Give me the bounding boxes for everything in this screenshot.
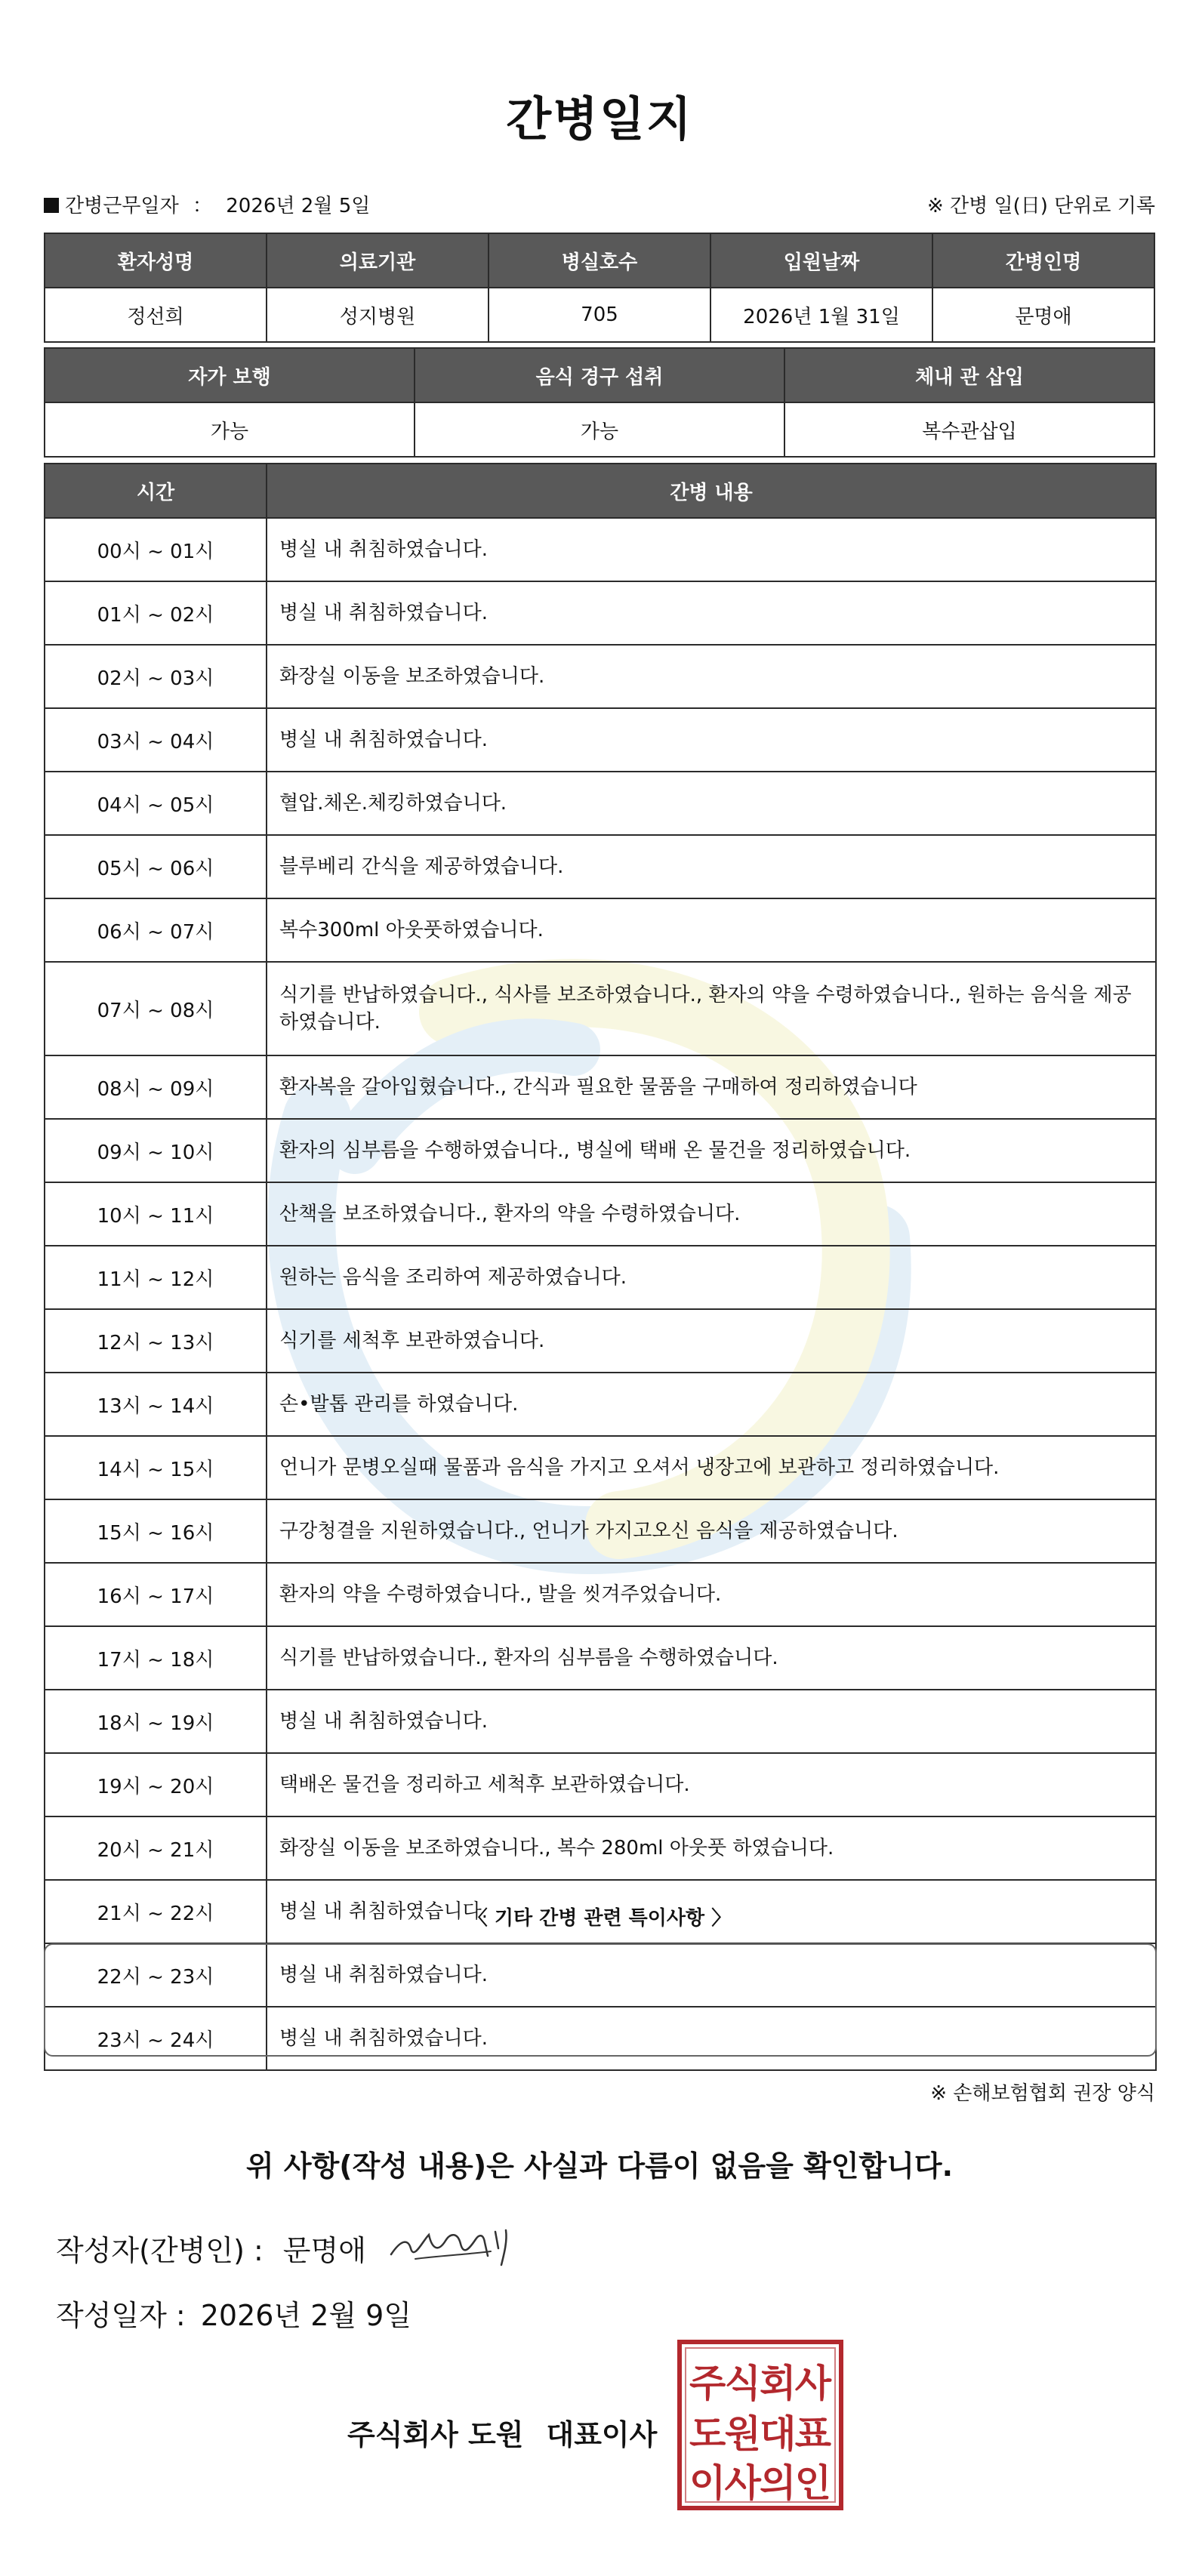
- written-date-line: [56, 2292, 411, 2334]
- content-cell: 병실 내 취침하였습니다.: [267, 708, 1156, 772]
- time-cell: 14시 ~ 15시: [45, 1436, 267, 1499]
- work-date-label: 간병근무일자: [65, 195, 179, 217]
- work-date-value: 2026년 2월 5일: [226, 195, 371, 217]
- content-cell: 환자복을 갈아입혔습니다., 간식과 필요한 물품을 구매하여 정리하였습니다: [267, 1055, 1156, 1119]
- time-cell: 22시 ~ 23시: [45, 1943, 267, 2007]
- tube-insertion-value: 복수관삽입: [784, 402, 1154, 457]
- time-cell: 08시 ~ 09시: [45, 1055, 267, 1119]
- table-row: [45, 898, 1156, 962]
- time-cell: 20시 ~ 21시: [45, 1816, 267, 1880]
- time-cell: 02시 ~ 03시: [45, 645, 267, 708]
- table-row: [45, 1690, 1156, 1753]
- written-date-label: 작성일자 :: [56, 2299, 186, 2332]
- svg-text:도원대표: 도원대표: [689, 2412, 831, 2456]
- hospital-name: 성지병원: [267, 288, 489, 342]
- content-cell: 병실 내 취침하였습니다.: [267, 2007, 1156, 2070]
- time-cell: 13시 ~ 14시: [45, 1373, 267, 1436]
- header-care-content: 간병 내용: [267, 464, 1156, 518]
- table-row: [45, 1499, 1156, 1563]
- table-row: [45, 518, 1156, 581]
- content-cell: 복수300ml 아웃풋하였습니다.: [267, 898, 1156, 962]
- time-cell: 01시 ~ 02시: [45, 581, 267, 645]
- company-seal-stamp: [677, 2339, 844, 2511]
- header-oral-intake: 음식 경구 섭취: [415, 348, 784, 402]
- table-row: [45, 1436, 1156, 1499]
- header-self-walking: 자가 보행: [45, 348, 415, 402]
- time-cell: 11시 ~ 12시: [45, 1246, 267, 1309]
- content-cell: 식기를 반납하였습니다., 환자의 심부름을 수행하였습니다.: [267, 1626, 1156, 1690]
- patient-info-table: [44, 233, 1155, 343]
- header-room-number: 병실호수: [489, 233, 710, 288]
- content-cell: 병실 내 취침하였습니다.: [267, 1880, 1156, 1943]
- table-row: [45, 962, 1156, 1055]
- table-row: [45, 1182, 1156, 1246]
- patient-name: 정선희: [45, 288, 267, 342]
- time-cell: 23시 ~ 24시: [45, 2007, 267, 2070]
- header-admission-date: 입원날짜: [710, 233, 932, 288]
- table-row: [45, 288, 1154, 342]
- content-cell: 구강청결을 지원하였습니다., 언니가 가지고오신 음식을 제공하였습니다.: [267, 1499, 1156, 1563]
- work-date: [44, 190, 370, 218]
- writer-label: 작성자(간병인) :: [56, 2234, 264, 2267]
- table-header-row: [45, 348, 1154, 402]
- content-cell: 식기를 세척후 보관하였습니다.: [267, 1309, 1156, 1373]
- time-cell: 00시 ~ 01시: [45, 518, 267, 581]
- content-cell: 병실 내 취침하였습니다.: [267, 1690, 1156, 1753]
- time-cell: 17시 ~ 18시: [45, 1626, 267, 1690]
- table-header-row: [45, 464, 1156, 518]
- content-cell: 혈압.체온.체킹하였습니다.: [267, 772, 1156, 835]
- time-cell: 09시 ~ 10시: [45, 1119, 267, 1182]
- self-walking-value: 가능: [45, 402, 415, 457]
- content-cell: 병실 내 취침하였습니다.: [267, 581, 1156, 645]
- company-name: 주식회사 도원: [347, 2418, 524, 2451]
- document-title: 간병일지: [506, 91, 693, 146]
- table-row: [45, 1753, 1156, 1816]
- time-cell: 04시 ~ 05시: [45, 772, 267, 835]
- written-date-value: 2026년 2월 9일: [200, 2299, 412, 2332]
- handwritten-signature: [385, 2218, 521, 2271]
- time-cell: 05시 ~ 06시: [45, 835, 267, 898]
- table-row: [45, 1246, 1156, 1309]
- table-row: [45, 645, 1156, 708]
- table-row: [45, 1055, 1156, 1119]
- admission-date: 2026년 1월 31일: [710, 288, 932, 342]
- content-cell: 택배온 물건을 정리하고 세척후 보관하였습니다.: [267, 1753, 1156, 1816]
- caregiver-name: 문명애: [932, 288, 1154, 342]
- table-row: [45, 1626, 1156, 1690]
- time-cell: 06시 ~ 07시: [45, 898, 267, 962]
- remarks-box: [44, 1943, 1157, 2057]
- table-row: [45, 772, 1156, 835]
- time-cell: 15시 ~ 16시: [45, 1499, 267, 1563]
- table-row: [45, 1816, 1156, 1880]
- meta-row: [44, 190, 1155, 220]
- oral-intake-value: 가능: [415, 402, 784, 457]
- content-cell: 환자의 심부름을 수행하였습니다., 병실에 택배 온 물건을 정리하였습니다.: [267, 1119, 1156, 1182]
- header-caregiver-name: 간병인명: [932, 233, 1154, 288]
- content-cell: 병실 내 취침하였습니다.: [267, 518, 1156, 581]
- work-date-separator: ：: [192, 195, 212, 217]
- svg-text:이사의인: 이사의인: [689, 2461, 831, 2505]
- time-cell: 10시 ~ 11시: [45, 1182, 267, 1246]
- time-cell: 18시 ~ 19시: [45, 1690, 267, 1753]
- care-log-table: [44, 463, 1157, 2071]
- content-cell: 원하는 음식을 조리하여 제공하였습니다.: [267, 1246, 1156, 1309]
- content-cell: 화장실 이동을 보조하였습니다., 복수 280ml 아웃풋 하였습니다.: [267, 1816, 1156, 1880]
- time-cell: 19시 ~ 20시: [45, 1753, 267, 1816]
- content-cell: 산책을 보조하였습니다., 환자의 약을 수령하였습니다.: [267, 1182, 1156, 1246]
- table-row: [45, 1563, 1156, 1626]
- header-time: 시간: [45, 464, 267, 518]
- header-hospital: 의료기관: [267, 233, 489, 288]
- writer-line: [56, 2227, 366, 2269]
- time-cell: 07시 ~ 08시: [45, 962, 267, 1055]
- content-cell: 식기를 반납하였습니다., 식사를 보조하였습니다., 환자의 약을 수령하였습니다., 원하는 음식을 제공하였습니다.: [267, 962, 1156, 1055]
- content-cell: 블루베리 간식을 제공하였습니다.: [267, 835, 1156, 898]
- content-cell: 언니가 문병오실때 물품과 음식을 가지고 오셔서 냉장고에 보관하고 정리하였습니다.: [267, 1436, 1156, 1499]
- table-row: [45, 1373, 1156, 1436]
- time-cell: 12시 ~ 13시: [45, 1309, 267, 1373]
- content-cell: 손•발톱 관리를 하였습니다.: [267, 1373, 1156, 1436]
- record-unit-note: ※ 간병 일(日) 단위로 기록: [926, 195, 1155, 217]
- header-patient-name: 환자성명: [45, 233, 267, 288]
- black-square-icon: [44, 198, 59, 213]
- room-number: 705: [489, 288, 710, 342]
- writer-name: 문명애: [282, 2234, 366, 2267]
- table-row: [45, 581, 1156, 645]
- remarks-title: 〈 기타 간병 관련 특이사항 〉: [467, 1907, 732, 1930]
- company-role: 대표이사: [546, 2418, 658, 2451]
- content-cell: 병실 내 취침하였습니다.: [267, 1943, 1156, 2007]
- table-row: [45, 708, 1156, 772]
- time-cell: 03시 ~ 04시: [45, 708, 267, 772]
- svg-text:주식회사: 주식회사: [689, 2362, 831, 2405]
- content-cell: 환자의 약을 수령하였습니다., 발을 씻겨주었습니다.: [267, 1563, 1156, 1626]
- time-cell: 16시 ~ 17시: [45, 1563, 267, 1626]
- content-cell: 화장실 이동을 보조하였습니다.: [267, 645, 1156, 708]
- recommended-form-note: ※ 손해보험협회 권장 양식: [930, 2082, 1155, 2105]
- table-row: [45, 1119, 1156, 1182]
- table-header-row: [45, 233, 1154, 288]
- table-row: [45, 835, 1156, 898]
- header-tube-insertion: 체내 관 삽입: [784, 348, 1154, 402]
- time-cell: 21시 ~ 22시: [45, 1880, 267, 1943]
- patient-status-table: [44, 347, 1155, 458]
- table-row: [45, 402, 1154, 457]
- company-line: [347, 2411, 657, 2453]
- confirmation-statement: 위 사항(작성 내용)은 사실과 다름이 없음을 확인합니다.: [245, 2149, 954, 2183]
- table-row: [45, 1309, 1156, 1373]
